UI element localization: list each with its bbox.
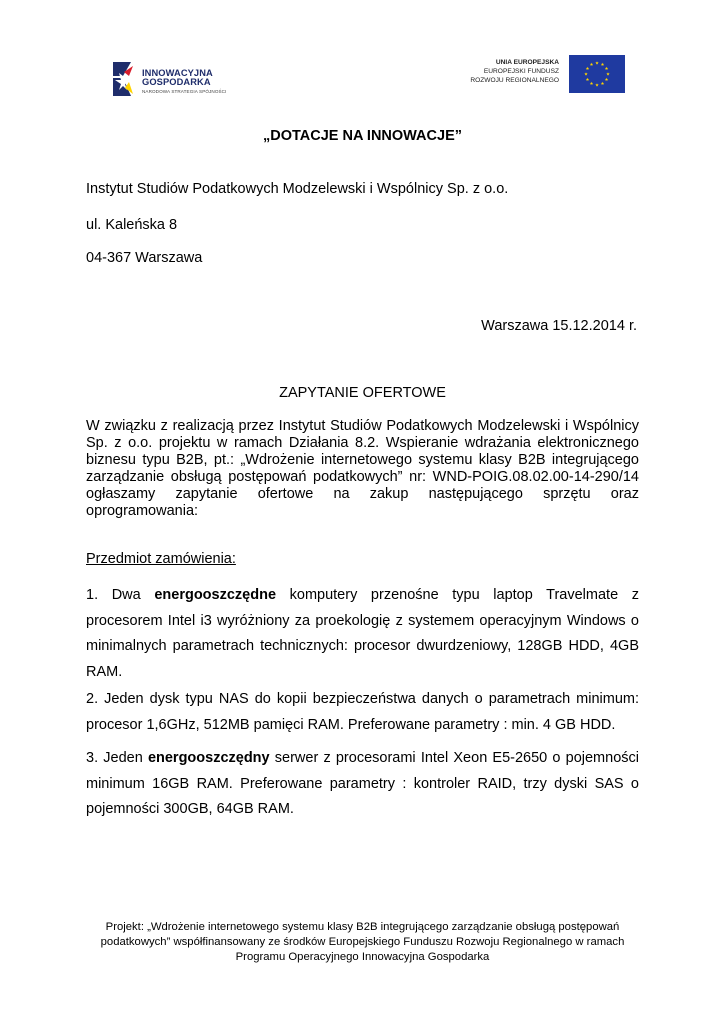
item-text: komputery przenośne typu laptop Travelmate z procesorem Intel i3 wyróżniony za proekologię z systemem operacyjnym Windows o minimalnych parametrach technicznych: procesor dwurdzeniowy, 128GB HDD, 4GB RAM. [86, 587, 639, 680]
order-item-1 [86, 583, 639, 685]
item-prefix: 1. Dwa [86, 587, 155, 603]
document-date: Warszawa 15.12.2014 r. [481, 318, 637, 334]
eu-fund-line-1: EUROPEJSKI FUNDUSZ [483, 68, 559, 76]
innowacyjna-gospodarka-logo [111, 60, 241, 100]
item-emphasis: energooszczędny [147, 750, 270, 766]
eu-flag-icon [569, 55, 625, 93]
logo-subtitle: NARODOWA STRATEGIA SPÓJNOŚCI [142, 88, 227, 94]
eu-title: UNIA EUROPEJSKA [495, 59, 559, 66]
footer-note: Projekt: „Wdrożenie internetowego systemu klasy B2B integrującego zarządzanie obsługą postępowań podatkowych” współfinansowany ze środków Europejskiego Funduszu Rozwoju Regionalnego w ramach Programu Operacyjnego Innowacyjna Gospodarka [100, 921, 625, 963]
innowacyjna-gospodarka-emblem-icon [111, 60, 135, 98]
order-item-2 [86, 687, 639, 738]
item-text: 2. Jeden dysk typu NAS do kopii bezpieczeństwa danych o parametrach minimum: procesor 1,6GHz, 512MB pamięci RAM. Preferowane parametry : min. 4 GB HDD. [86, 691, 639, 733]
intro-paragraph: W związku z realizacją przez Instytut Studiów Podatkowych Modzelewski i Wspólnicy Sp. z o.o. projektu w ramach Działania 8.2. Wspieranie wdrażania elektronicznego biznesu typu B2B, pt.: „Wdrożenie internetowego systemu klasy B2B integrującego zarządzanie obsługą postępowań podatkowych” nr: WND-POIG.08.02.00-14-290/14 ogłaszamy zapytanie ofertowe na zakup następującego sprzętu oraz oprogramowania: [86, 418, 639, 519]
company-name: Instytut Studiów Podatkowych Modzelewski i Wspólnicy Sp. z o.o. [86, 181, 509, 197]
subject-heading: Przedmiot zamówienia: [86, 551, 236, 567]
inquiry-title: ZAPYTANIE OFERTOWE [279, 385, 446, 401]
item-emphasis: energooszczędne [154, 587, 277, 603]
company-city: 04-367 Warszawa [86, 250, 203, 266]
item-text: serwer z procesorami Intel Xeon E5-2650 o pojemności minimum 16GB RAM. Preferowane parametry : kontroler RAID, trzy dyski SAS o pojemności 300GB, 64GB RAM. [86, 750, 639, 817]
page-title: „DOTACJE NA INNOWACJE” [263, 128, 462, 144]
order-item-3 [86, 746, 639, 823]
eu-logo [460, 55, 625, 95]
logo-line-2: GOSPODARKA [142, 77, 211, 88]
item-prefix: 3. Jeden [86, 750, 148, 766]
eu-fund-line-2: ROZWOJU REGIONALNEGO [470, 77, 559, 85]
logo-line-1: INNOWACYJNA [142, 68, 213, 78]
company-street: ul. Kaleńska 8 [86, 217, 178, 233]
